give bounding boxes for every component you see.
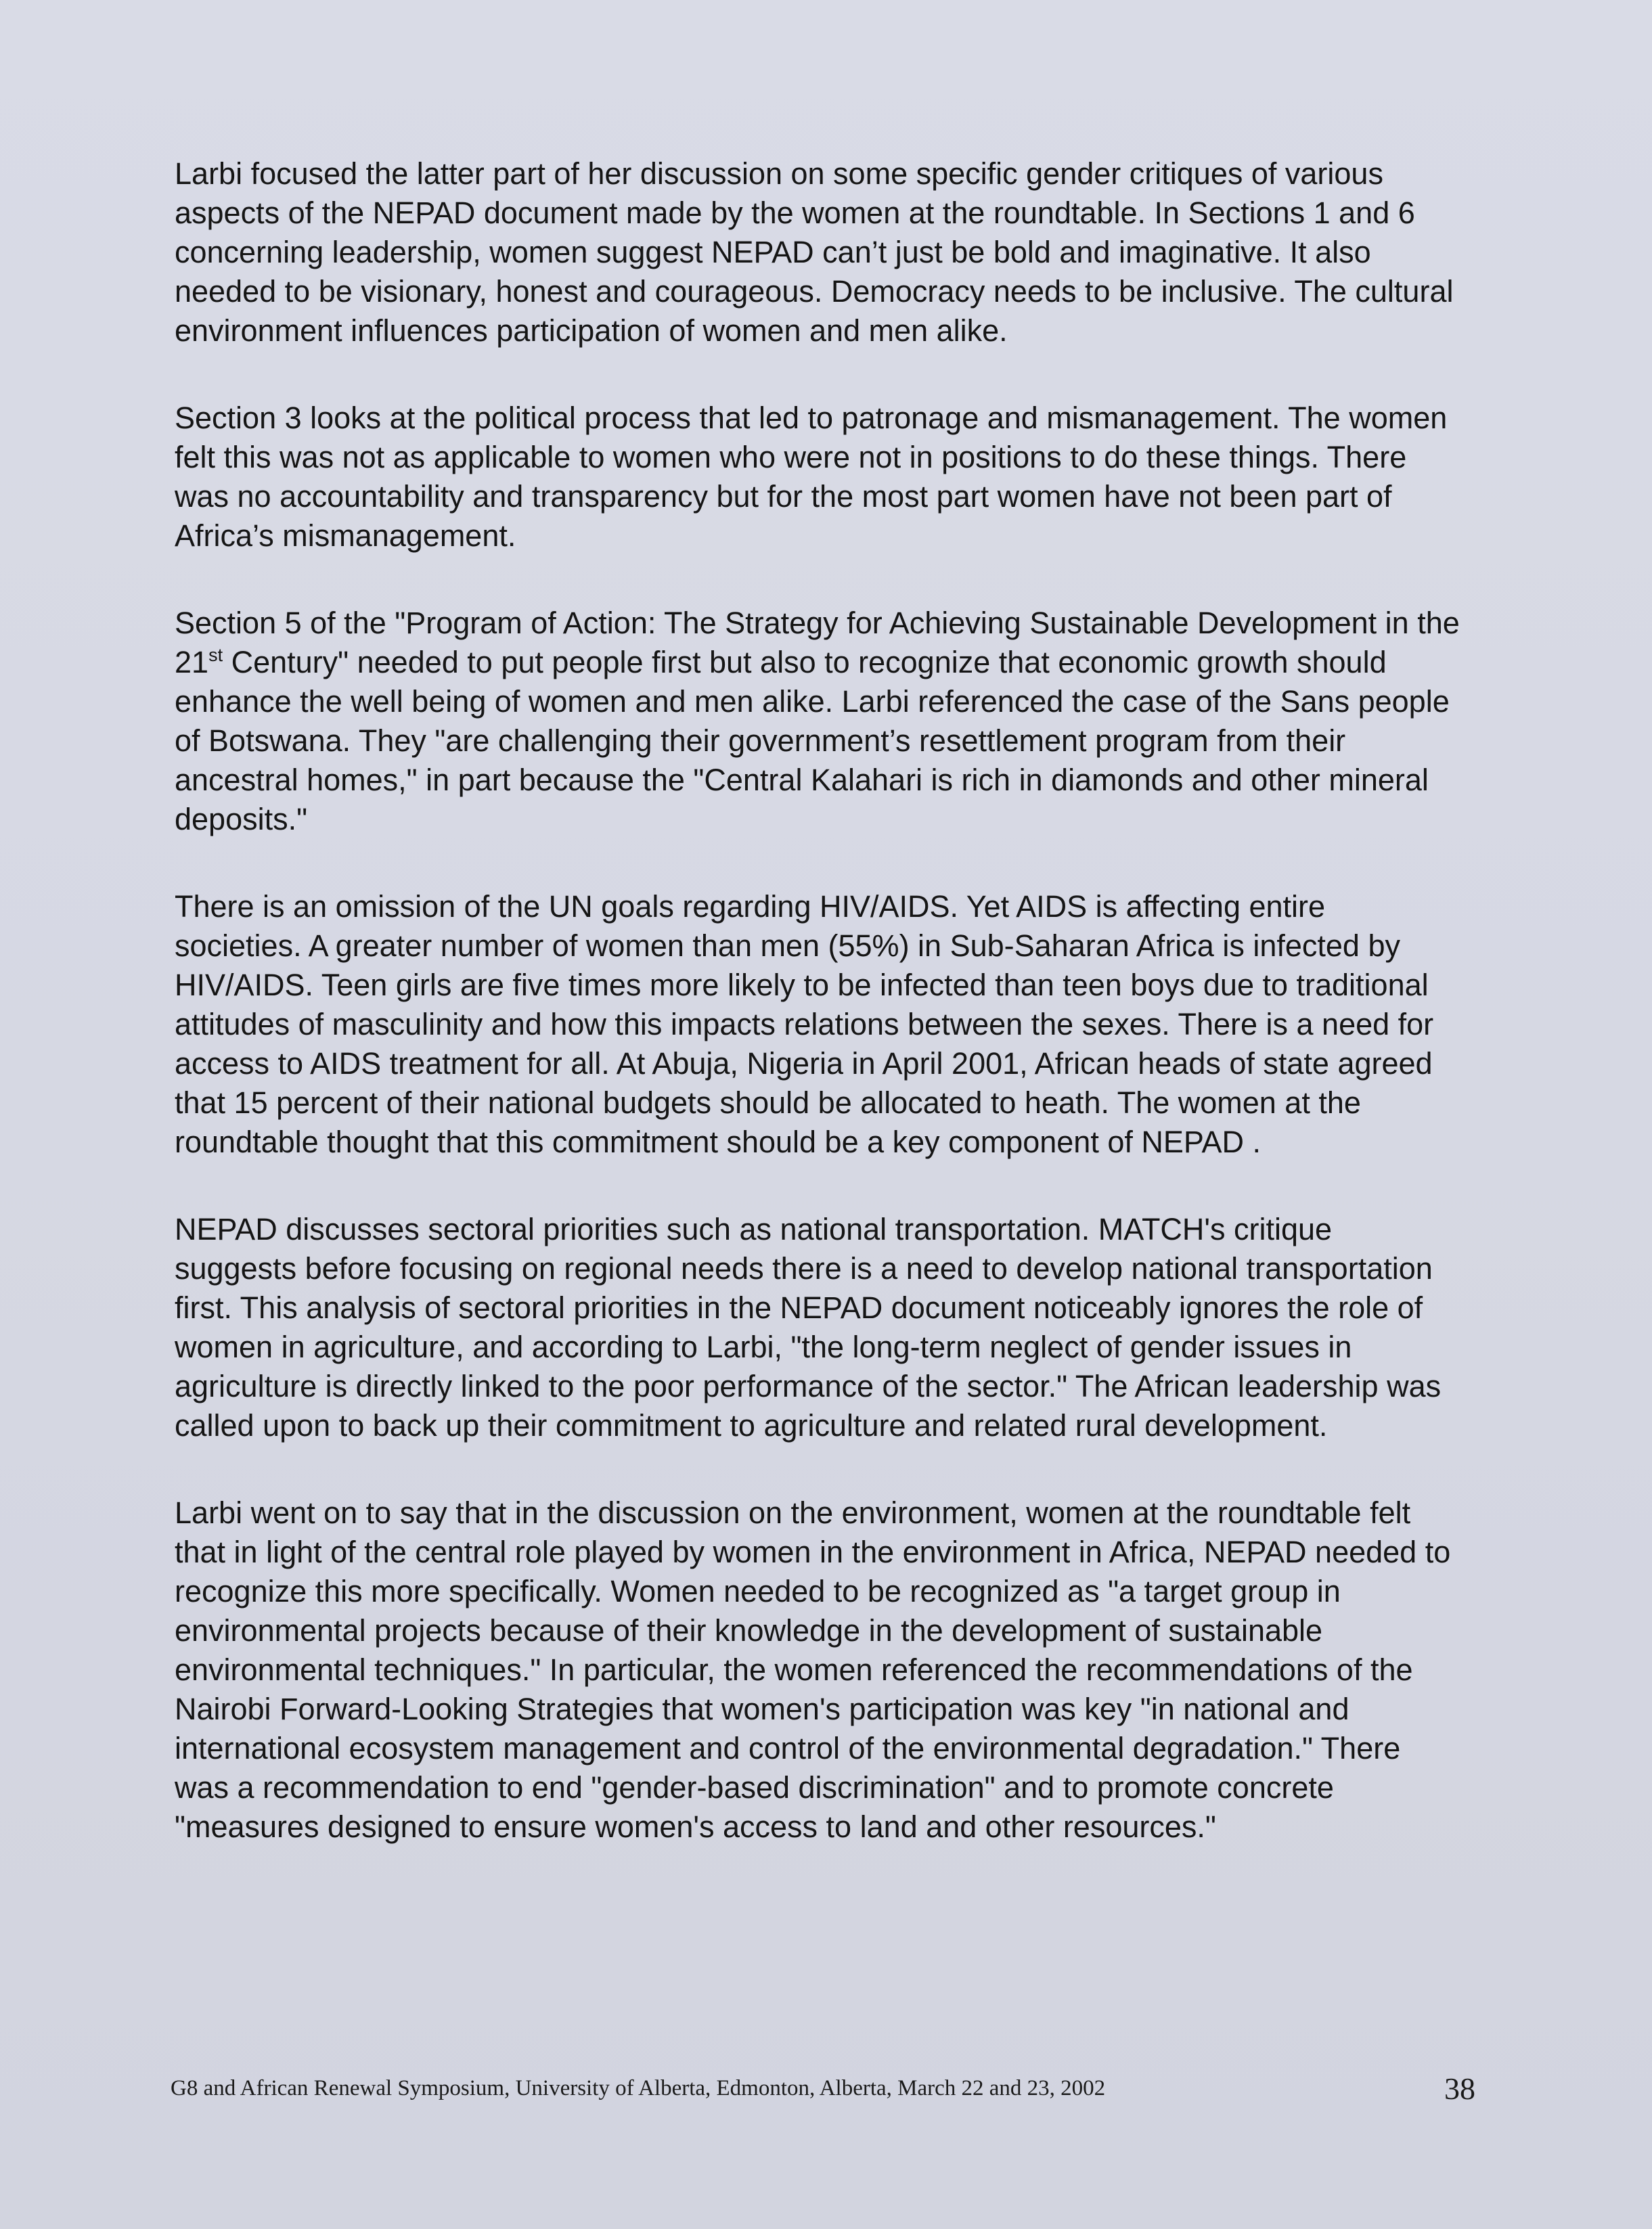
paragraph-leadership: Larbi focused the latter part of her discussion on some specific gender critiques of various aspects of the NEPAD document made by the women at the roundtable. In Sections 1 and 6 concerning leadership, women suggest NEPAD can’t just be bold and imaginative. It also needed to be visionary, honest and courageous. Democracy needs to be inclusive. The cultural environment influences participation of women and men alike. xyxy=(175,156,1454,348)
paragraph-text-part: Century" needed to put people first but also to recognize that economic growth should enhance the well being of women and men alike. Larbi referenced the case of the Sans people of Botswana. They "are challenging their government’s resettlement program from their ancestral homes," in part because the "Central Kalahari is rich in diamonds and other mineral deposits." xyxy=(175,645,1450,836)
paragraph-program-of-action xyxy=(175,604,1460,839)
paragraph-sectoral-priorities: NEPAD discusses sectoral priorities such as national transportation. MATCH's critique suggests before focusing on regional needs there is a need to develop national transportation first. This analysis of sectoral priorities in the NEPAD document noticeably ignores the role of women in agriculture, and according to Larbi, "the long-term neglect of gender issues in agriculture is directly linked to the poor performance of the sector." The African leadership was called upon to back up their commitment to agriculture and related rural development. xyxy=(175,1212,1442,1443)
paragraph-environment: Larbi went on to say that in the discussion on the environment, women at the roundtable felt that in light of the central role played by women in the environment in Africa, NEPAD needed to recognize this more specifically. Women needed to be recognized as "a target group in environmental projects because of their knowledge in the development of sustainable environmental techniques." In particular, the women referenced the recommendations of the Nairobi Forward-Looking Strategies that women's participation was key "in national and international ecosystem management and control of the environmental degradation." There was a recommendation to end "gender-based discrimination" and to promote concrete "measures designed to ensure women's access to land and other resources." xyxy=(175,1495,1451,1844)
superscript-ordinal: st xyxy=(208,645,223,665)
footer-citation: G8 and African Renewal Symposium, University of Alberta, Edmonton, Alberta, March 22 and 23, 2002 xyxy=(171,2076,1106,2100)
paragraph-hiv-aids: There is an omission of the UN goals regarding HIV/AIDS. Yet AIDS is affecting entire societies. A greater number of women than men (55%) in Sub-Saharan Africa is infected by HIV/AIDS. Teen girls are five times more likely to be infected than teen boys due to traditional attitudes of masculinity and how this impacts relations between the sexes. There is a need for access to AIDS treatment for all. At Abuja, Nigeria in April 2001, African heads of state agreed that 15 percent of their national budgets should be allocated to heath. The women at the roundtable thought that this commitment should be a key component of NEPAD . xyxy=(175,889,1434,1159)
page-footer xyxy=(171,2071,1475,2106)
paragraph-political-process: Section 3 looks at the political process that led to patronage and mismanagement. The women felt this was not as applicable to women who were not in positions to do these things. There was no accountability and transparency but for the most part women have not been part of Africa’s mismanagement. xyxy=(175,401,1448,553)
page-number: 38 xyxy=(1444,2071,1475,2106)
document-body xyxy=(175,154,1460,1895)
paragraph-text-part: Section 5 of the "Program of Action: The Strategy for Achieving Sustainable Development in the 21 xyxy=(175,606,1460,679)
